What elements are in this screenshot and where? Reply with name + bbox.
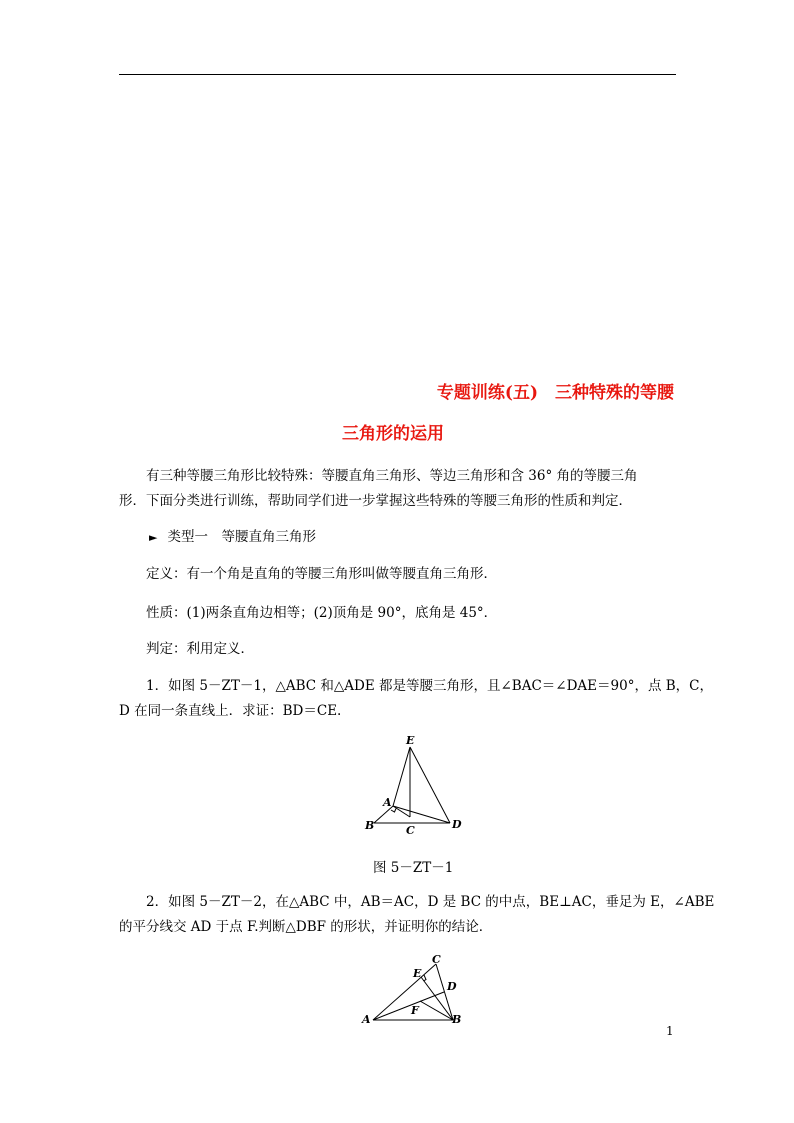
intro-line-2: 形．下面分类进行训练，帮助同学们进一步掌握这些特殊的等腰三角形的性质和判定．: [119, 493, 632, 509]
figure-5-zt-1: [360, 733, 470, 838]
label-b: B: [452, 1013, 462, 1026]
problem-1-line-2: D 在同一条直线上．求证：BD＝CE.: [119, 703, 342, 719]
property-text: 性质：(1)两条直角边相等；(2)顶角是 90°，底角是 45°．: [146, 605, 498, 621]
section-heading: [149, 528, 316, 547]
label-a: A: [362, 1013, 371, 1026]
header-rule: [119, 74, 676, 75]
segment-ac: [393, 806, 410, 817]
right-angle-mark: [391, 809, 396, 813]
triangle-marker-icon: ►: [149, 531, 158, 544]
judgement-text: 判定：利用定义．: [146, 641, 254, 657]
segment-ed: [410, 747, 450, 823]
definition-text: 定义：有一个角是直角的等腰三角形叫做等腰直角三角形．: [146, 566, 497, 582]
title-line-1: 专题训练(五) 三种特殊的等腰: [436, 383, 674, 403]
label-d: D: [452, 818, 462, 831]
label-b: B: [365, 819, 375, 832]
section-heading-text: 类型一 等腰直角三角形: [167, 529, 316, 545]
label-a: A: [383, 796, 392, 809]
segment-ad: [373, 992, 444, 1020]
label-f: F: [411, 1004, 419, 1017]
segment-ea: [393, 747, 410, 806]
problem-1-line-1: 1．如图 5－ZT－1，△ABC 和△ADE 都是等腰三角形，且∠BAC＝∠DAE＝90°，点 B，C，: [146, 678, 713, 694]
figure-1-caption: 图 5－ZT－1: [373, 860, 454, 876]
problem-2-line-1: 2．如图 5－ZT－2，在△ABC 中，AB＝AC，D 是 BC 的中点，BE⊥AC，垂足为 E，∠ABE: [146, 894, 715, 910]
segment-ad: [393, 806, 450, 823]
label-e: E: [413, 967, 422, 980]
problem-2-line-2: 的平分线交 AD 于点 F.判断△DBF 的形状，并证明你的结论．: [119, 919, 493, 935]
segment-ac: [373, 964, 436, 1020]
label-c: C: [406, 824, 415, 837]
label-e: E: [406, 734, 415, 747]
label-c: C: [432, 955, 441, 966]
page-number: 1: [666, 1024, 674, 1038]
intro-line-1: 有三种等腰三角形比较特殊：等腰直角三角形、等边三角形和含 36° 角的等腰三角: [146, 468, 638, 484]
label-d: D: [447, 980, 457, 993]
title-line-2: 三角形的运用: [342, 424, 444, 444]
figure-5-zt-2: [358, 955, 468, 1030]
